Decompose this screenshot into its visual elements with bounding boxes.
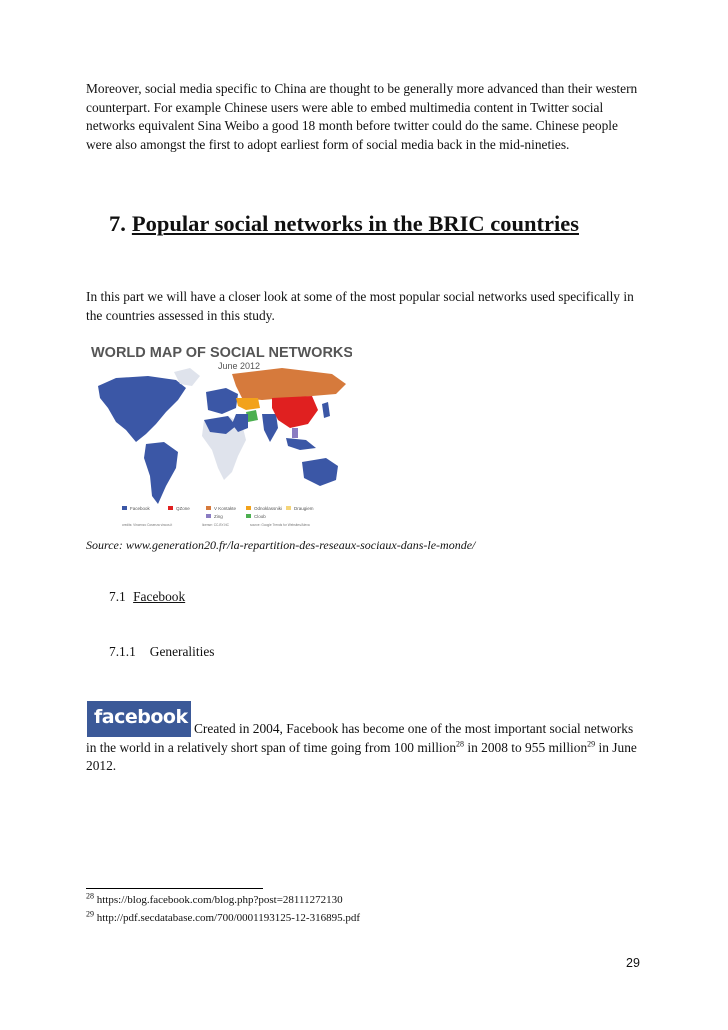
map-credits [122, 523, 310, 527]
legend-label-draugiem: Draugiem [294, 506, 314, 511]
subsubsection-heading [109, 644, 214, 660]
map-japan [322, 402, 330, 418]
section-number: 7. [109, 211, 126, 236]
map-legend [122, 506, 314, 519]
section-title: Popular social networks in the BRIC countries [131, 211, 579, 236]
map-australia [302, 458, 338, 486]
legend-label-zing: Zing [214, 514, 223, 519]
legend-swatch-draugiem [286, 506, 291, 510]
legend-swatch-qzone [168, 506, 173, 510]
legend-swatch-cloob [246, 514, 251, 518]
footnote-text: http://pdf.secdatabase.com/700/0001193125-12-316895.pdf [94, 912, 360, 924]
map-central-asia [236, 398, 260, 410]
map-russia [232, 368, 346, 400]
legend-swatch-facebook [122, 506, 127, 510]
map-vietnam [292, 428, 298, 438]
map-credit-author: credits: Vincenzo Cosenza vincos.it [122, 523, 173, 527]
map-south-america [144, 442, 178, 504]
section-heading [109, 211, 579, 237]
map-china [272, 396, 318, 428]
facebook-para-part1: Created in 2004, Facebook has become one of the most important social networks in the world in a relatively short span of time going from 100 million [86, 721, 634, 755]
footnote [86, 909, 360, 924]
map-north-america [98, 376, 186, 442]
map-southeast-asia [286, 438, 316, 450]
world-map-figure [86, 338, 352, 530]
facebook-para-part3: in June 2012. [86, 739, 637, 773]
subsection-number: 7.1 [109, 589, 126, 604]
facebook-para-part2: in 2008 to 955 million [464, 739, 588, 755]
subsubsection-title: Generalities [149, 644, 215, 659]
subsection-heading [109, 589, 185, 605]
china-paragraph: Moreover, social media specific to China are thought to be generally more advanced than their western counterpart. For example Chinese users were able to embed multimedia content in Twitter social networks equivalent Sina Weibo a good 18 month before twitter could do the same. Chinese people were also amongst the first to adopt earliest form of social media back in the mid-nineties. [86, 81, 638, 152]
intro-paragraph: In this part we will have a closer look at some of the most popular social networks used specifically in the countries assessed in this study. [86, 289, 634, 323]
footnote-number: 28 [86, 891, 94, 901]
legend-label-odnoklassniki: Odnoklassniki [254, 506, 283, 511]
legend-swatch-vkontakte [206, 506, 211, 510]
legend-label-cloob: Cloob [254, 514, 266, 519]
legend-label-facebook: Facebook [130, 506, 150, 511]
map-subtitle: June 2012 [218, 361, 261, 371]
footnote-number: 29 [86, 909, 94, 919]
facebook-logo-text: facebook [94, 706, 188, 728]
subsection-title: Facebook [133, 589, 186, 604]
map-europe [206, 388, 238, 414]
world-map-image [86, 338, 352, 530]
facebook-paragraph [86, 720, 646, 776]
footnote-text: https://blog.facebook.com/blog.php?post=28111272130 [94, 894, 343, 906]
footnote-separator [86, 888, 263, 889]
legend-label-vkontakte: V Kontakte [214, 506, 237, 511]
map-credit-source: source: Google Trends for Websites/Alexa [250, 523, 310, 527]
footnote-ref-28: 28 [456, 739, 465, 749]
page-number: 29 [626, 956, 640, 970]
figure-caption: Source: www.generation20.fr/la-repartition-des-reseaux-sociaux-dans-le-monde/ [86, 538, 476, 552]
map-india [262, 414, 278, 442]
footnote-ref-29: 29 [587, 739, 596, 749]
legend-swatch-odnoklassniki [246, 506, 251, 510]
subsubsection-number: 7.1.1 [109, 644, 136, 659]
legend-swatch-zing [206, 514, 211, 518]
footnote [86, 891, 343, 906]
map-credit-license: license: CC-BY-NC [202, 523, 229, 527]
legend-label-qzone: QZone [176, 506, 190, 511]
map-title: WORLD MAP OF SOCIAL NETWORKS [91, 345, 352, 361]
